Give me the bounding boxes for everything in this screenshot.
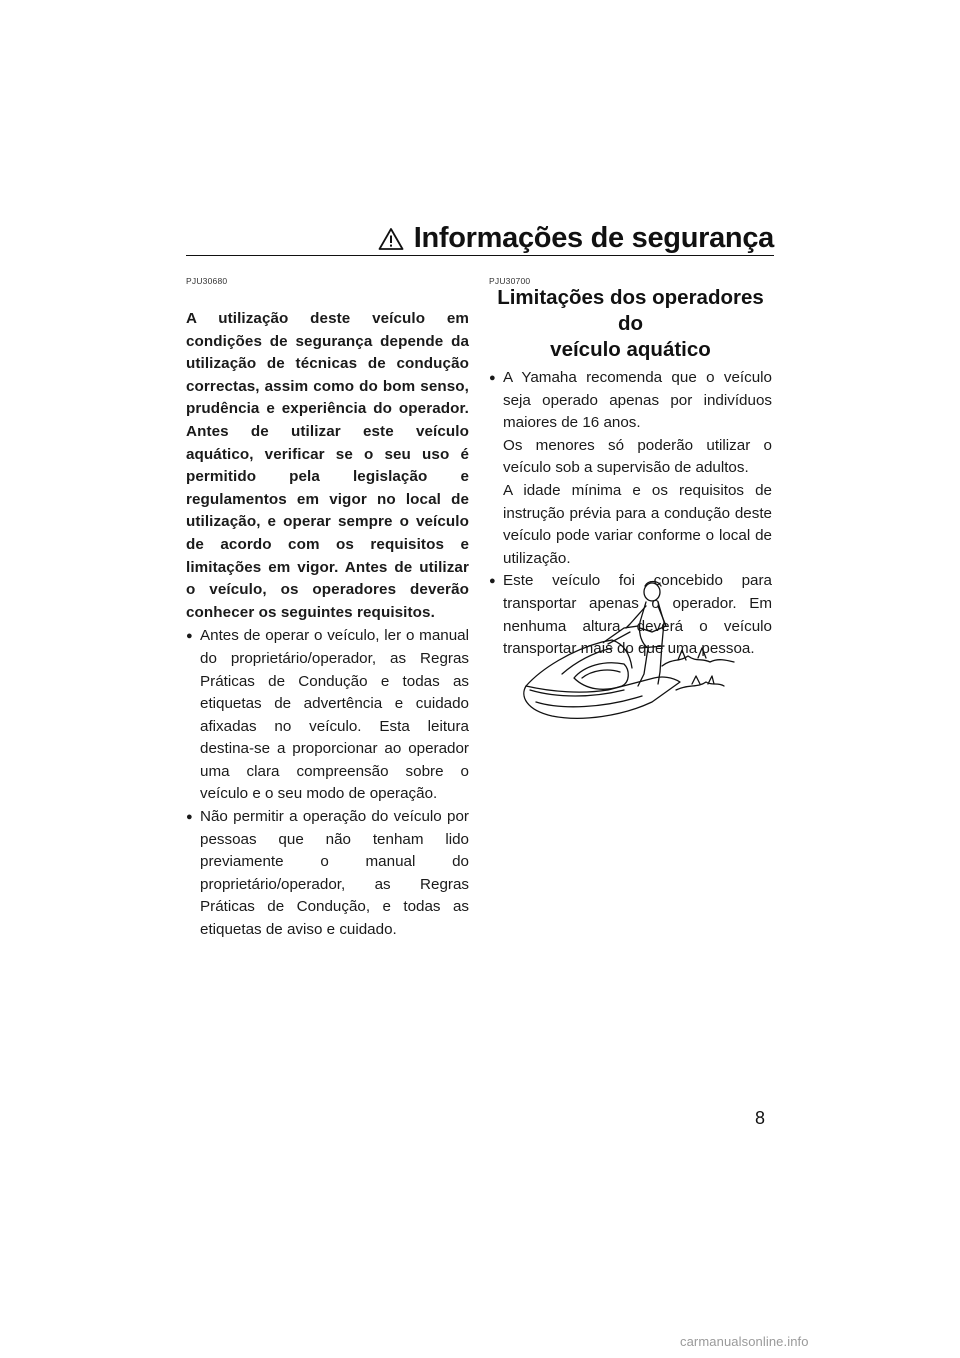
bullet-icon: ● <box>489 575 496 588</box>
page-number: 8 <box>755 1108 766 1128</box>
person-on-jetski-illustration <box>512 578 738 726</box>
watermark: carmanualsonline.info <box>680 1334 809 1349</box>
section-title-line: Limitações dos operadores do <box>497 286 764 335</box>
warning-triangle-icon <box>378 227 404 251</box>
section-title-line: veículo aquático <box>550 338 711 361</box>
section-code: PJU30680 <box>186 276 228 286</box>
header-rule <box>186 255 774 256</box>
page-header <box>186 222 774 255</box>
list-item-text: Não permitir a operação do veículo por pessoas que não tenham lido previamente o manual do proprietário/operador, as Regras Práticas de Condução, e todas as etiquetas de aviso e cuidado. <box>200 808 469 939</box>
list-item-text: A idade mínima e os requisitos de instrução prévia para a condução deste veículo pode variar conforme o local de utilização. <box>503 481 772 567</box>
list-item <box>186 625 469 806</box>
section-code: PJU30700 <box>489 276 531 286</box>
list-item-text: Antes de operar o veículo, ler o manual do proprietário/operador, as Regras Práticas de Condução e todas as etiquetas de advertência e cuidado afixadas no veículo. Esta leitura destina-se a proporcionar ao operador uma clara compreensão sobre o veículo e o seu modo de operação. <box>200 627 469 803</box>
bullet-icon: ● <box>489 372 496 384</box>
list-item-text: Este veículo foi concebido para transportar apenas o operador. Em nenhuma altura deverá o veículo transportar mais do que uma pessoa. <box>503 572 772 658</box>
bullet-icon: ● <box>186 630 193 643</box>
list-item <box>489 367 772 570</box>
section-title <box>489 285 772 363</box>
page-title: Informações de segurança <box>413 222 774 254</box>
list-item <box>186 806 469 942</box>
list-item-text: A Yamaha recomenda que o veículo seja operado apenas por indivíduos maiores de 16 anos. <box>503 369 772 432</box>
requirements-list <box>186 625 469 941</box>
list-item-text: Os menores só poderão utilizar o veículo sob a supervisão de adultos. <box>503 436 772 477</box>
left-column <box>186 276 469 942</box>
bullet-icon: ● <box>186 811 193 824</box>
intro-paragraph: A utilização deste veículo em condições de segurança depende da utilização de técnicas de condução correctas, assim como do bom senso, prudência e experiência do operador. Antes de utilizar este veículo aquático, verificar se o seu uso é permitido pela legislação e regulamentos em vigor no local de utilização, e operar sempre o veículo de acordo com os requisitos e limitações em vigor. Antes de utilizar o veículo, os operadores deverão conhecer os seguintes requisitos. <box>186 310 469 621</box>
